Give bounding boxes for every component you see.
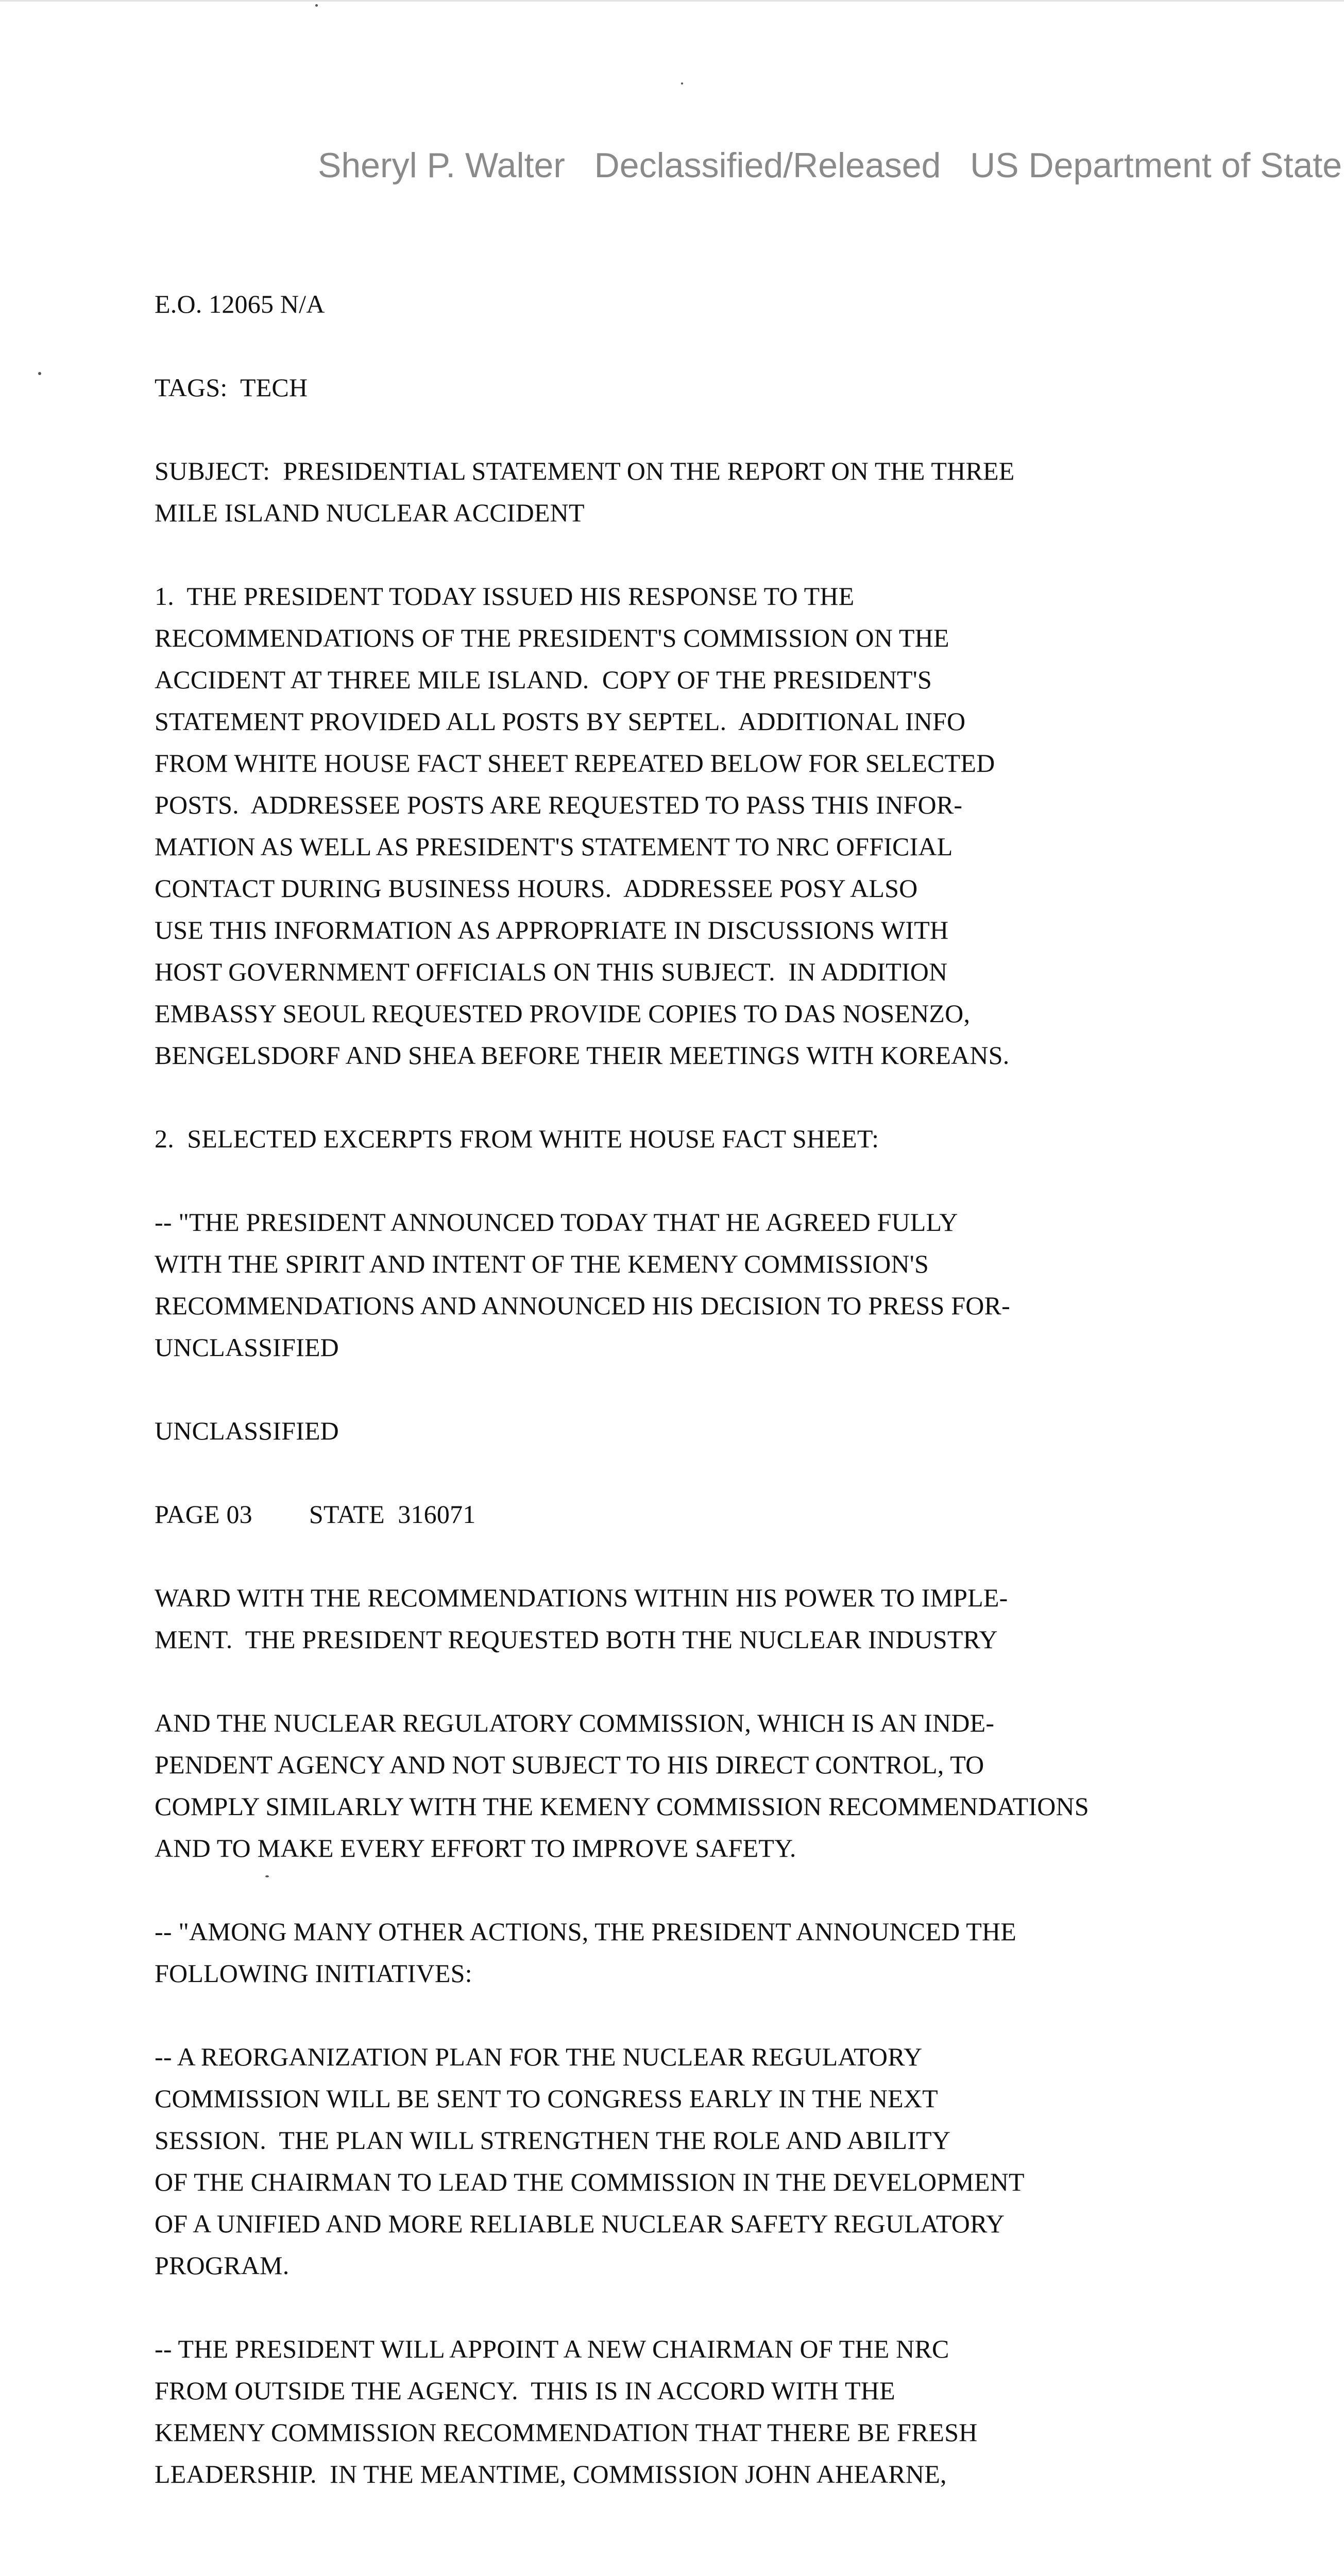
quote-2 (155, 1911, 1236, 1994)
quote-1-continued (155, 1577, 1236, 1869)
quote-line: WITH THE SPIRIT AND INTENT OF THE KEMENY COMMISSION'S (155, 1249, 929, 1278)
initiative-2 (155, 2328, 1236, 2495)
initiative-line: -- A REORGANIZATION PLAN FOR THE NUCLEAR REGULATORY (155, 2042, 923, 2071)
para-line: CONTACT DURING BUSINESS HOURS. ADDRESSEE POSY ALSO (155, 874, 918, 903)
tags-line: TAGS: TECH (155, 373, 308, 402)
quote-1 (155, 1201, 1236, 1368)
initiative-line: OF THE CHAIRMAN TO LEAD THE COMMISSION IN THE DEVELOPMENT (155, 2167, 1025, 2196)
paragraph-2: 2. SELECTED EXCERPTS FROM WHITE HOUSE FACT SHEET: (155, 1124, 879, 1153)
scan-speck (38, 372, 41, 375)
stamp-agency: US Department of State (970, 146, 1342, 185)
para-line: RECOMMENDATIONS OF THE PRESIDENT'S COMMISSION ON THE (155, 623, 949, 652)
scan-speck (681, 82, 683, 84)
initiative-line: -- THE PRESIDENT WILL APPOINT A NEW CHAIRMAN OF THE NRC (155, 2334, 949, 2363)
initiative-line: COMMISSION WILL BE SENT TO CONGRESS EARLY IN THE NEXT (155, 2084, 938, 2113)
quote-line: MENT. THE PRESIDENT REQUESTED BOTH THE NUCLEAR INDUSTRY (155, 1625, 998, 1654)
initiative-line: OF A UNIFIED AND MORE RELIABLE NUCLEAR SAFETY REGULATORY (155, 2209, 1005, 2238)
para-line: BENGELSDORF AND SHEA BEFORE THEIR MEETINGS WITH KOREANS. (155, 1041, 1010, 1070)
initiative-line: FROM OUTSIDE THE AGENCY. THIS IS IN ACCORD WITH THE (155, 2376, 895, 2405)
para-line: FROM WHITE HOUSE FACT SHEET REPEATED BELOW FOR SELECTED (155, 749, 995, 777)
quote-line: AND THE NUCLEAR REGULATORY COMMISSION, WHICH IS AN INDE- (155, 1708, 995, 1737)
scan-speck (315, 4, 318, 7)
page-number: PAGE 03 (155, 1500, 252, 1529)
initiative-line: PROGRAM. (155, 2251, 290, 2280)
subject-line: MILE ISLAND NUCLEAR ACCIDENT (155, 498, 585, 527)
classification-marking: UNCLASSIFIED (155, 1416, 339, 1445)
page-header (155, 1494, 1236, 1535)
cable-reference: STATE 316071 (309, 1500, 476, 1529)
quote-line: UNCLASSIFIED (155, 1333, 339, 1362)
stamp-status: Declassified/Released (594, 146, 941, 185)
stamp-name: Sheryl P. Walter (318, 146, 565, 185)
para-line: EMBASSY SEOUL REQUESTED PROVIDE COPIES TO DAS NOSENZO, (155, 999, 971, 1028)
initiative-line: LEADERSHIP. IN THE MEANTIME, COMMISSION JOHN AHEARNE, (155, 2460, 947, 2488)
quote-line: COMPLY SIMILARLY WITH THE KEMENY COMMISSION RECOMMENDATIONS (155, 1792, 1089, 1821)
para-line: 1. THE PRESIDENT TODAY ISSUED HIS RESPONSE TO THE (155, 582, 855, 611)
scan-speck (265, 1875, 269, 1877)
subject-block (155, 450, 1236, 534)
para-line: HOST GOVERNMENT OFFICIALS ON THIS SUBJECT. IN ADDITION (155, 957, 948, 986)
para-line: USE THIS INFORMATION AS APPROPRIATE IN DISCUSSIONS WITH (155, 916, 949, 944)
cable-body (155, 283, 1236, 2495)
para-line: MATION AS WELL AS PRESIDENT'S STATEMENT TO NRC OFFICIAL (155, 832, 953, 861)
quote-line: WARD WITH THE RECOMMENDATIONS WITHIN HIS POWER TO IMPLE- (155, 1583, 1008, 1612)
quote-line: -- "THE PRESIDENT ANNOUNCED TODAY THAT HE AGREED FULLY (155, 1208, 958, 1236)
initiative-line: SESSION. THE PLAN WILL STRENGTHEN THE ROLE AND ABILITY (155, 2126, 951, 2155)
quote-line: PENDENT AGENCY AND NOT SUBJECT TO HIS DIRECT CONTROL, TO (155, 1750, 984, 1779)
quote-line: FOLLOWING INITIATIVES: (155, 1959, 472, 1988)
subject-line: SUBJECT: PRESIDENTIAL STATEMENT ON THE REPORT ON THE THREE (155, 456, 1015, 485)
initiative-1 (155, 2036, 1236, 2286)
para-line: ACCIDENT AT THREE MILE ISLAND. COPY OF THE PRESIDENT'S (155, 665, 932, 694)
initiative-line: KEMENY COMMISSION RECOMMENDATION THAT THERE BE FRESH (155, 2418, 978, 2447)
quote-line: AND TO MAKE EVERY EFFORT TO IMPROVE SAFETY. (155, 1834, 796, 1862)
declassification-stamp-top (318, 145, 1342, 185)
para-line: POSTS. ADDRESSEE POSTS ARE REQUESTED TO PASS THIS INFOR- (155, 790, 963, 819)
para-line: STATEMENT PROVIDED ALL POSTS BY SEPTEL. ADDITIONAL INFO (155, 707, 966, 736)
quote-line: RECOMMENDATIONS AND ANNOUNCED HIS DECISION TO PRESS FOR- (155, 1291, 1010, 1320)
eo-line: E.O. 12065 N/A (155, 290, 325, 318)
quote-line: -- "AMONG MANY OTHER ACTIONS, THE PRESIDENT ANNOUNCED THE (155, 1917, 1017, 1946)
paragraph-1 (155, 575, 1236, 1076)
scan-top-edge (0, 0, 1344, 2)
